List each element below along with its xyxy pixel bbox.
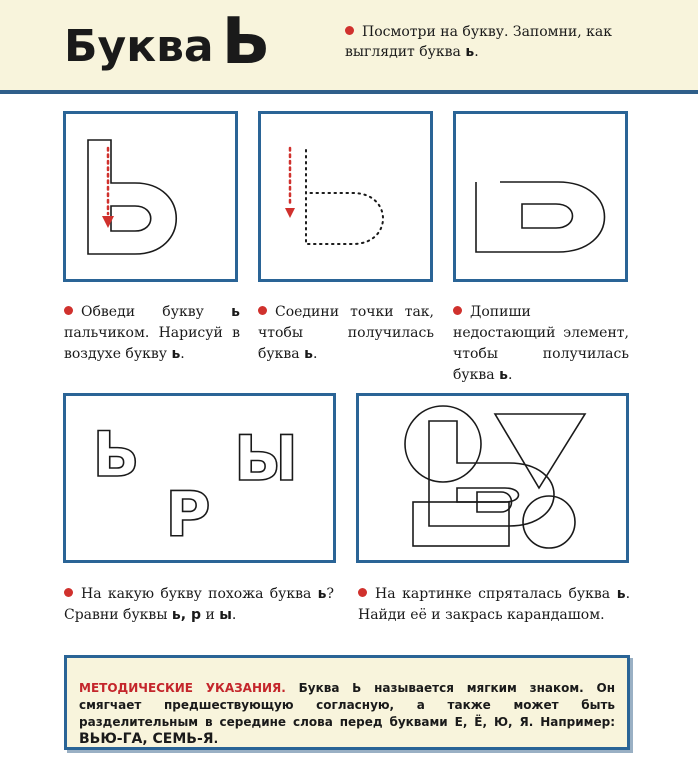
caption-end: .: [180, 346, 185, 362]
caption-text: Допиши недостающий элемент, чтобы получилась буква: [453, 304, 629, 383]
intro-letter: ь: [465, 44, 475, 60]
title-letter: Ь: [221, 5, 271, 79]
caption-text: Соедини точки так, чтобы получилась буква: [258, 304, 434, 362]
bullet-dot-icon: [358, 588, 367, 597]
hidden-soft-sign: [429, 421, 554, 526]
dotted-letter: [306, 150, 383, 244]
note-examples: ВЬЮ-ГА, СЕМЬ-Я: [79, 731, 214, 747]
caption-letter: ь: [499, 367, 508, 383]
incomplete-letter-inner: [522, 204, 573, 228]
title-word: Буква: [64, 21, 214, 72]
letter-outline: [88, 140, 176, 254]
caption-text: пальчиком. Нарисуй в воздухе букву: [64, 325, 240, 362]
caption-letter: ь: [304, 346, 313, 362]
compare-letter-soft-sign: Ь: [92, 418, 140, 491]
compare-letter-y: Ы: [233, 422, 299, 495]
bullet-dot-icon: [453, 306, 462, 315]
caption-text: и: [205, 607, 215, 623]
hidden-rectangle: [413, 502, 509, 546]
trace-letter-panel: [63, 111, 238, 282]
caption-letter: ы: [219, 607, 232, 623]
connect-dots-panel: [258, 111, 433, 282]
compare-letter-r: Р: [165, 478, 211, 551]
complete-letter-panel: [453, 111, 628, 282]
caption-letters: ь, р: [171, 607, 201, 623]
hidden-triangle: [495, 414, 585, 488]
hidden-letter-panel: [356, 393, 629, 563]
caption-text: На картинке спряталась буква: [375, 586, 611, 602]
compare-caption: [64, 584, 334, 626]
caption-letter: ь: [616, 586, 626, 602]
bullet-dot-icon: [64, 588, 73, 597]
note-end: .: [213, 732, 219, 746]
trace-arrow-head: [102, 216, 114, 228]
compare-letters-panel: [63, 393, 336, 563]
methodical-note: [64, 655, 630, 750]
bullet-dot-icon: [345, 26, 354, 35]
caption-text: ? Сравни буквы: [64, 586, 334, 623]
bullet-dot-icon: [258, 306, 267, 315]
caption-letter: ь: [171, 346, 181, 362]
intro-instruction: [345, 22, 645, 62]
caption-end: .: [312, 346, 318, 362]
page-header: [0, 0, 698, 94]
caption-text: На какую букву похожа буква: [81, 586, 312, 602]
caption-text: . Найди её и закрась карандашом.: [358, 586, 631, 623]
incomplete-letter-outer: [476, 182, 605, 252]
note-body: Буква Ь называется мягким знаком. Он смягчает предшествующую согласную, а также может быть разделительным в середине слова перед буквами Е, Ё, Ю, Я. Например:: [79, 681, 615, 729]
complete-caption: [453, 302, 629, 386]
note-heading: МЕТОДИЧЕСКИЕ УКАЗАНИЯ.: [79, 681, 286, 695]
intro-end: .: [474, 44, 479, 60]
caption-letter: ь: [317, 586, 327, 602]
intro-text: Посмотри на букву. Запомни, как выглядит буква: [345, 24, 612, 60]
hidden-caption: [358, 584, 630, 626]
connect-caption: [258, 302, 434, 365]
trace-caption: [64, 302, 240, 365]
page-title: [64, 6, 270, 83]
caption-end: .: [231, 607, 237, 623]
caption-text: Обведи букву: [81, 304, 204, 320]
caption-letter: ь: [231, 304, 241, 320]
caption-end: .: [507, 367, 513, 383]
hidden-circle-large: [405, 406, 481, 482]
connect-arrow-head: [285, 208, 295, 218]
bullet-dot-icon: [64, 306, 73, 315]
